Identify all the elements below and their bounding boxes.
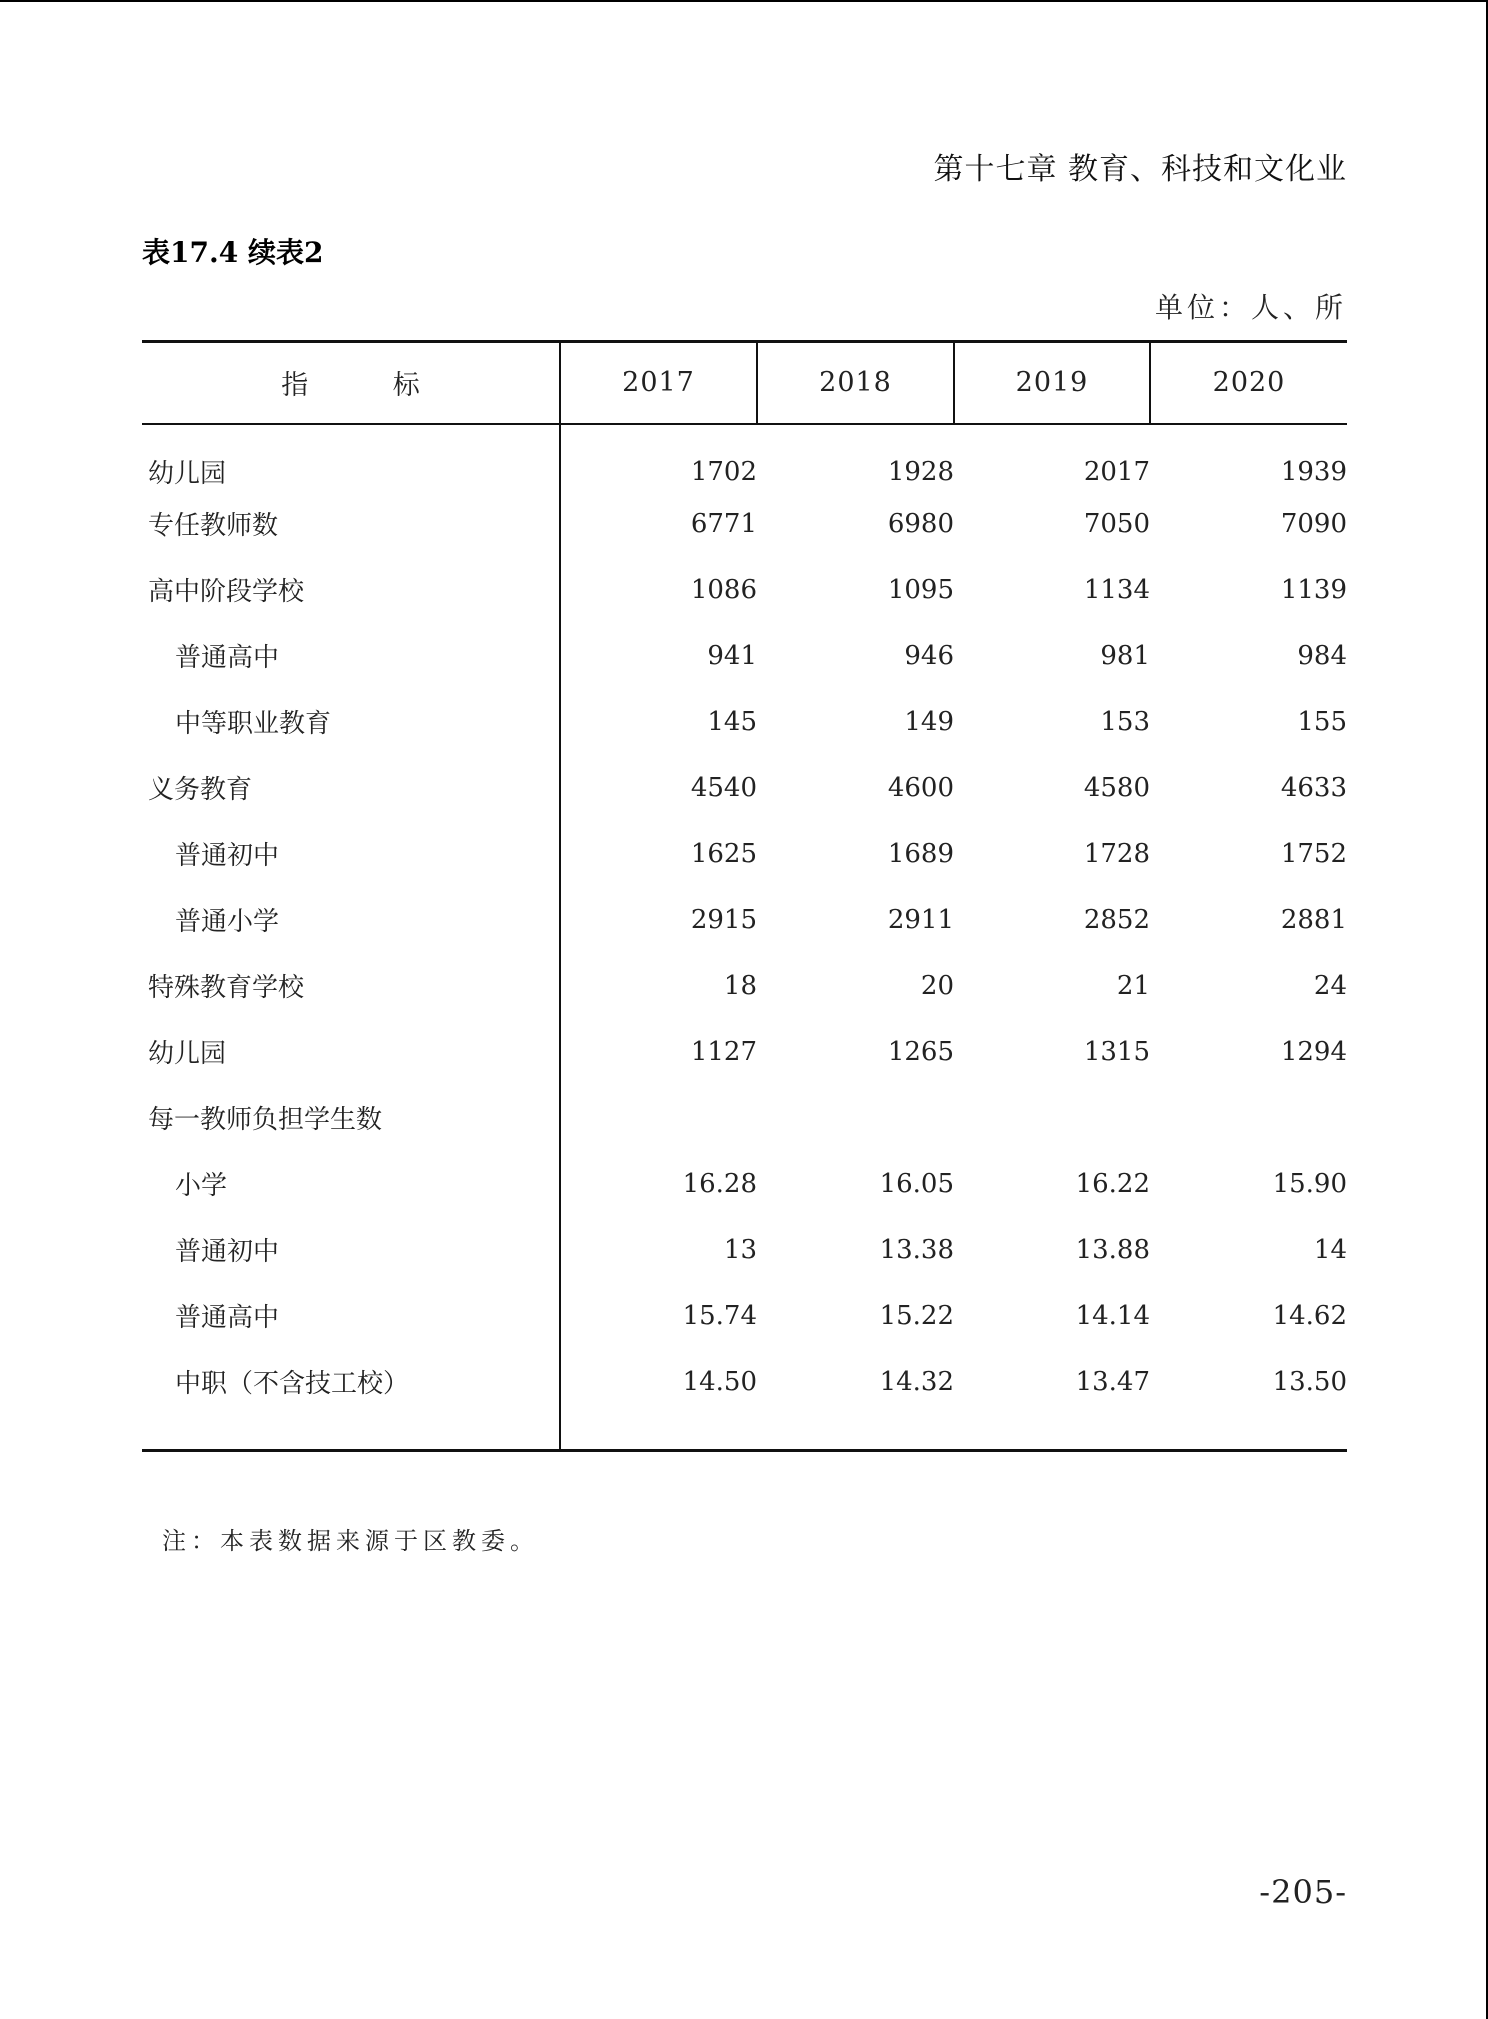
cell-value-2017: 14.50 xyxy=(682,1366,757,1397)
cell-value-2019: 981 xyxy=(1100,640,1150,671)
table-row xyxy=(142,755,1347,821)
row-label: 普通高中 xyxy=(142,623,560,689)
cell-value-2019 xyxy=(954,1085,1150,1151)
cell-value-2018: 14.32 xyxy=(879,1366,954,1397)
cell-value-2019: 4580 xyxy=(1083,772,1150,803)
spacer-cell xyxy=(1150,1415,1347,1451)
row-label: 中职（不含技工校） xyxy=(142,1349,560,1415)
row-label: 普通初中 xyxy=(142,821,560,887)
cell-value-2017: 16.28 xyxy=(682,1168,757,1199)
cell-value-2020: 14.62 xyxy=(1272,1300,1347,1331)
table-row xyxy=(142,887,1347,953)
cell-value-2020 xyxy=(1150,1085,1347,1151)
cell-value-2017: 6771 xyxy=(690,508,757,539)
cell-value-2017: 1127 xyxy=(690,1036,757,1067)
cell-value-2017: 145 xyxy=(707,706,757,737)
spacer-cell xyxy=(560,1415,757,1451)
cell-value-2019: 16.22 xyxy=(1075,1168,1150,1199)
cell-value-2018: 1928 xyxy=(887,456,954,487)
row-label: 专任教师数 xyxy=(142,491,560,557)
row-label: 特殊教育学校 xyxy=(142,953,560,1019)
row-label: 普通高中 xyxy=(142,1283,560,1349)
cell-value-2018: 15.22 xyxy=(879,1300,954,1331)
cell-value-2017: 15.74 xyxy=(682,1300,757,1331)
table-row xyxy=(142,557,1347,623)
table-spacer-row xyxy=(142,1415,1347,1451)
cell-value-2017: 2915 xyxy=(690,904,757,935)
column-header-2020: 2020 xyxy=(1150,342,1347,424)
row-label: 普通初中 xyxy=(142,1217,560,1283)
cell-value-2020: 7090 xyxy=(1280,508,1347,539)
cell-value-2020: 24 xyxy=(1313,970,1347,1001)
cell-value-2020: 1752 xyxy=(1280,838,1347,869)
table-row xyxy=(142,821,1347,887)
cell-value-2019: 13.47 xyxy=(1075,1366,1150,1397)
cell-value-2020: 4633 xyxy=(1280,772,1347,803)
table-row xyxy=(142,1217,1347,1283)
cell-value-2018 xyxy=(757,1085,954,1151)
column-header-indicator: 指 标 xyxy=(142,342,560,424)
cell-value-2017: 13 xyxy=(723,1234,757,1265)
cell-value-2019: 1728 xyxy=(1083,838,1150,869)
table-title: 表17.4 续表2 xyxy=(142,236,324,269)
table-note: 注：本表数据来源于区教委。 xyxy=(162,1527,539,1555)
cell-value-2019: 21 xyxy=(1116,970,1150,1001)
table-row xyxy=(142,1283,1347,1349)
table-row xyxy=(142,1019,1347,1085)
cell-value-2020: 13.50 xyxy=(1272,1366,1347,1397)
spacer-cell xyxy=(954,1415,1150,1451)
cell-value-2018: 20 xyxy=(920,970,954,1001)
cell-value-2017: 4540 xyxy=(690,772,757,803)
column-header-2018: 2018 xyxy=(757,342,954,424)
table-row xyxy=(142,491,1347,557)
cell-value-2017: 1625 xyxy=(690,838,757,869)
table-row xyxy=(142,689,1347,755)
cell-value-2020: 14 xyxy=(1313,1234,1347,1265)
cell-value-2017: 1702 xyxy=(690,456,757,487)
cell-value-2020: 2881 xyxy=(1280,904,1347,935)
row-label: 小学 xyxy=(142,1151,560,1217)
cell-value-2018: 2911 xyxy=(887,904,954,935)
cell-value-2017 xyxy=(560,1085,757,1151)
cell-value-2020: 15.90 xyxy=(1272,1168,1347,1199)
row-label: 高中阶段学校 xyxy=(142,557,560,623)
row-label: 幼儿园 xyxy=(142,1019,560,1085)
page-frame-top xyxy=(0,0,1488,2)
cell-value-2019: 2017 xyxy=(1083,456,1150,487)
chapter-header: 第十七章 教育、科技和文化业 xyxy=(933,152,1347,187)
cell-value-2019: 1315 xyxy=(1083,1036,1150,1067)
cell-value-2018: 1689 xyxy=(887,838,954,869)
row-label: 幼儿园 xyxy=(142,424,560,491)
table-header-row xyxy=(142,342,1347,424)
cell-value-2018: 13.38 xyxy=(879,1234,954,1265)
cell-value-2017: 18 xyxy=(723,970,757,1001)
cell-value-2018: 149 xyxy=(904,706,954,737)
spacer-cell xyxy=(142,1415,560,1451)
cell-value-2018: 1265 xyxy=(887,1036,954,1067)
cell-value-2018: 1095 xyxy=(887,574,954,605)
cell-value-2017: 941 xyxy=(707,640,757,671)
cell-value-2018: 6980 xyxy=(887,508,954,539)
spacer-cell xyxy=(757,1415,954,1451)
table-row xyxy=(142,1349,1347,1415)
page-number: -205- xyxy=(1259,1873,1347,1911)
cell-value-2019: 14.14 xyxy=(1075,1300,1150,1331)
cell-value-2018: 946 xyxy=(904,640,954,671)
column-header-2019: 2019 xyxy=(954,342,1150,424)
cell-value-2019: 7050 xyxy=(1083,508,1150,539)
cell-value-2017: 1086 xyxy=(690,574,757,605)
table-row xyxy=(142,953,1347,1019)
cell-value-2019: 153 xyxy=(1100,706,1150,737)
column-header-2017: 2017 xyxy=(560,342,757,424)
statistics-table xyxy=(142,340,1347,1452)
cell-value-2019: 2852 xyxy=(1083,904,1150,935)
cell-value-2020: 1294 xyxy=(1280,1036,1347,1067)
cell-value-2020: 155 xyxy=(1297,706,1347,737)
row-label: 义务教育 xyxy=(142,755,560,821)
unit-label: 单位：人、所 xyxy=(1154,291,1347,324)
cell-value-2018: 16.05 xyxy=(879,1168,954,1199)
table-body xyxy=(142,424,1347,1451)
row-label: 普通小学 xyxy=(142,887,560,953)
row-label: 每一教师负担学生数 xyxy=(142,1085,560,1151)
table-row xyxy=(142,623,1347,689)
table-row xyxy=(142,1085,1347,1151)
cell-value-2019: 13.88 xyxy=(1075,1234,1150,1265)
cell-value-2020: 1939 xyxy=(1280,456,1347,487)
cell-value-2020: 1139 xyxy=(1280,574,1347,605)
cell-value-2018: 4600 xyxy=(887,772,954,803)
cell-value-2019: 1134 xyxy=(1083,574,1150,605)
table-row xyxy=(142,424,1347,491)
cell-value-2020: 984 xyxy=(1297,640,1347,671)
row-label: 中等职业教育 xyxy=(142,689,560,755)
table-row xyxy=(142,1151,1347,1217)
